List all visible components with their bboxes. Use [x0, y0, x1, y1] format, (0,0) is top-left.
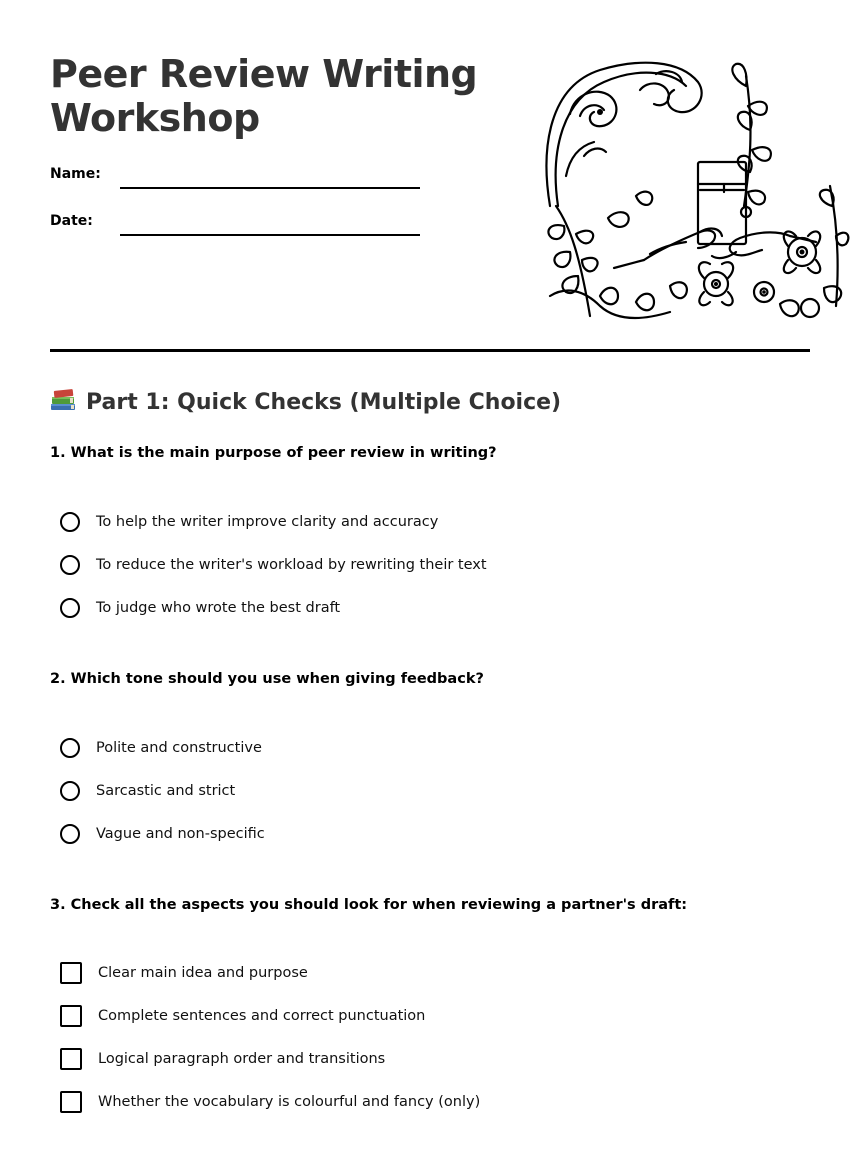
- q1-option-3-radio[interactable]: [60, 598, 80, 618]
- worksheet-header: [50, 0, 810, 352]
- name-label: Name:: [50, 166, 101, 182]
- name-field[interactable]: [120, 187, 420, 189]
- worksheet-page: [50, 0, 810, 1161]
- q2-option-2-label: Sarcastic and strict: [96, 783, 236, 799]
- q2-option-2[interactable]: [60, 778, 760, 804]
- q2-option-1-radio[interactable]: [60, 738, 80, 758]
- question-2: 2. Which tone should you use when giving feedback?: [50, 671, 484, 687]
- hands-passing-paper-illustration: [540, 56, 852, 328]
- q3-option-1[interactable]: [60, 960, 760, 986]
- q3-option-3-checkbox[interactable]: [60, 1048, 82, 1070]
- q2-option-3-radio[interactable]: [60, 824, 80, 844]
- name-field-row: [50, 160, 420, 190]
- q1-option-1-label: To help the writer improve clarity and accuracy: [96, 514, 439, 530]
- q1-option-1-radio[interactable]: [60, 512, 80, 532]
- q2-option-3[interactable]: [60, 821, 760, 847]
- q3-option-2[interactable]: [60, 1003, 760, 1029]
- q3-option-4[interactable]: [60, 1089, 760, 1115]
- q1-option-2[interactable]: [60, 552, 760, 578]
- q3-option-3[interactable]: [60, 1046, 760, 1072]
- part1-title-text: Part 1: Quick Checks (Multiple Choice): [86, 390, 562, 415]
- q3-option-2-checkbox[interactable]: [60, 1005, 82, 1027]
- q2-option-3-label: Vague and non-specific: [96, 826, 265, 842]
- q1-option-1[interactable]: [60, 509, 760, 535]
- q1-option-2-radio[interactable]: [60, 555, 80, 575]
- q3-option-1-checkbox[interactable]: [60, 962, 82, 984]
- q3-option-1-label: Clear main idea and purpose: [98, 965, 308, 981]
- page-title: Peer Review Writing Workshop: [50, 52, 478, 140]
- q1-option-3-label: To judge who wrote the best draft: [96, 600, 341, 616]
- header-divider: [50, 349, 810, 352]
- q2-option-2-radio[interactable]: [60, 781, 80, 801]
- q3-option-2-label: Complete sentences and correct punctuation: [98, 1008, 426, 1024]
- date-field-row: [50, 207, 420, 237]
- date-field[interactable]: [120, 234, 420, 236]
- q2-option-1-label: Polite and constructive: [96, 740, 262, 756]
- q1-option-3[interactable]: [60, 595, 760, 621]
- part1-section-title: [50, 388, 561, 418]
- question-1: 1. What is the main purpose of peer review in writing?: [50, 445, 497, 461]
- books-icon: [50, 388, 76, 412]
- q1-option-2-label: To reduce the writer's workload by rewriting their text: [96, 557, 487, 573]
- date-label: Date:: [50, 213, 93, 229]
- q3-option-3-label: Logical paragraph order and transitions: [98, 1051, 386, 1067]
- question-3: 3. Check all the aspects you should look for when reviewing a partner's draft:: [50, 897, 688, 913]
- q3-option-4-label: Whether the vocabulary is colourful and fancy (only): [98, 1094, 481, 1110]
- q3-option-4-checkbox[interactable]: [60, 1091, 82, 1113]
- q2-option-1[interactable]: [60, 735, 760, 761]
